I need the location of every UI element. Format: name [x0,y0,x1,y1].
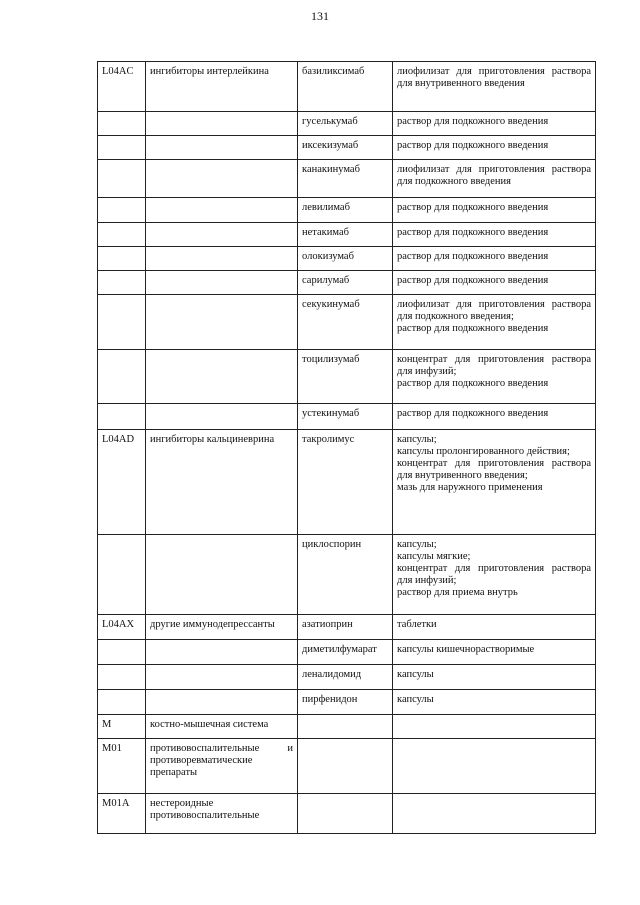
dosage-form-line: раствор для подкожного введения [397,323,549,334]
dosage-form-line: раствор для подкожного введения [397,378,549,389]
group-name-cell [146,535,298,615]
dosage-form-cell [393,404,596,430]
table-row [98,690,596,715]
table-row [98,794,596,834]
dosage-form-cell [393,640,596,665]
atc-code-cell [98,665,146,690]
table-row [98,430,596,535]
dosage-form-line: раствор для подкожного введения [397,275,549,286]
dosage-form-line: концентрат для приготовления раствора для внутривенного введения; [397,458,591,481]
dosage-form-cell [393,62,596,112]
drug-name-cell: нетакимаб [298,223,393,247]
dosage-form-line: капсулы пролонгированного действия; [397,446,570,457]
table-row [98,136,596,160]
dosage-form-line: лиофилизат для приготовления раствора для внутривенного введения [397,66,591,89]
table-row [98,615,596,640]
drug-name-cell: левилимаб [298,198,393,223]
group-name-cell [146,295,298,350]
drug-name-cell: базиликсимаб [298,62,393,112]
atc-code-cell [98,247,146,271]
drug-name-cell: пирфенидон [298,690,393,715]
dosage-form-line: капсулы; [397,539,437,550]
atc-code-cell [98,535,146,615]
drug-name-cell: олокизумаб [298,247,393,271]
group-name-cell [146,247,298,271]
dosage-form-cell [393,112,596,136]
dosage-form-line: капсулы [397,669,434,680]
dosage-form-line: раствор для приема внутрь [397,587,518,598]
table-row [98,247,596,271]
table-row [98,160,596,198]
drug-name-cell: циклоспорин [298,535,393,615]
dosage-form-line: раствор для подкожного введения [397,251,549,262]
atc-code-cell [98,690,146,715]
group-name-cell [146,198,298,223]
table-row [98,112,596,136]
dosage-form-line: концентрат для приготовления раствора для инфузий; [397,563,591,586]
dosage-form-cell [393,794,596,834]
table-row [98,640,596,665]
group-name-cell [146,271,298,295]
group-name-cell: костно-мышечная система [146,715,298,739]
table-row [98,350,596,404]
drug-name-cell: леналидомид [298,665,393,690]
dosage-form-cell [393,739,596,794]
group-name-cell: другие иммунодепрессанты [146,615,298,640]
atc-code-cell [98,350,146,404]
dosage-form-line: капсулы; [397,434,437,445]
dosage-form-cell [393,223,596,247]
table-row [98,715,596,739]
group-name-cell: противовоспалительные и противоревматические препараты [146,739,298,794]
atc-code-cell [98,295,146,350]
drug-name-cell: тоцилизумаб [298,350,393,404]
dosage-form-line: таблетки [397,619,437,630]
atc-code-cell: L04AX [98,615,146,640]
dosage-form-line: капсулы [397,694,434,705]
dosage-form-line: лиофилизат для приготовления раствора для подкожного введения [397,164,591,187]
dosage-form-line: раствор для подкожного введения [397,408,549,419]
group-name-cell [146,404,298,430]
table-body [98,62,596,834]
dosage-form-cell [393,160,596,198]
dosage-form-cell [393,715,596,739]
drug-name-cell: диметилфумарат [298,640,393,665]
dosage-form-line: мазь для наружного применения [397,482,543,493]
page-number: 131 [311,9,329,23]
drug-name-cell: секукинумаб [298,295,393,350]
table-row [98,295,596,350]
atc-code-cell [98,640,146,665]
table-row [98,271,596,295]
dosage-form-cell [393,198,596,223]
atc-code-cell [98,160,146,198]
atc-code-cell: L04AC [98,62,146,112]
group-name-cell [146,136,298,160]
dosage-form-line: раствор для подкожного введения [397,202,549,213]
dosage-form-cell [393,690,596,715]
group-name-cell [146,350,298,404]
atc-code-cell: M01A [98,794,146,834]
table-row [98,404,596,430]
drug-name-cell: иксекизумаб [298,136,393,160]
dosage-form-cell [393,295,596,350]
dosage-form-line: концентрат для приготовления раствора для инфузий; [397,354,591,377]
drug-name-cell: азатиоприн [298,615,393,640]
dosage-form-line: раствор для подкожного введения [397,227,549,238]
group-name-cell [146,665,298,690]
group-name-cell [146,223,298,247]
dosage-form-line: раствор для подкожного введения [397,140,549,151]
drug-name-cell [298,715,393,739]
dosage-form-line: раствор для подкожного введения [397,116,549,127]
table-row [98,665,596,690]
group-name-cell: ингибиторы интерлейкина [146,62,298,112]
drug-name-cell: устекинумаб [298,404,393,430]
dosage-form-cell [393,271,596,295]
dosage-form-cell [393,615,596,640]
group-name-cell: нестероидные противовоспалительные [146,794,298,834]
atc-code-cell: L04AD [98,430,146,535]
atc-code-cell [98,136,146,160]
atc-code-cell: M [98,715,146,739]
dosage-form-cell [393,665,596,690]
group-name-cell [146,690,298,715]
group-name-cell [146,112,298,136]
atc-code-cell [98,198,146,223]
dosage-form-cell [393,430,596,535]
table-row [98,535,596,615]
table-row [98,198,596,223]
dosage-form-line: капсулы мягкие; [397,551,471,562]
atc-code-cell: M01 [98,739,146,794]
drug-name-cell [298,739,393,794]
table-row [98,62,596,112]
atc-code-cell [98,404,146,430]
dosage-form-line: капсулы кишечнорастворимые [397,644,535,655]
group-name-cell: ингибиторы кальциневрина [146,430,298,535]
drug-name-cell: гуселькумаб [298,112,393,136]
atc-code-cell [98,223,146,247]
dosage-form-cell [393,535,596,615]
atc-code-cell [98,271,146,295]
dosage-form-cell [393,136,596,160]
group-name-cell [146,160,298,198]
dosage-form-line: лиофилизат для приготовления раствора для подкожного введения; [397,299,591,322]
drug-name-cell [298,794,393,834]
drug-name-cell: такролимус [298,430,393,535]
drug-classification-table [97,61,596,834]
table-row [98,223,596,247]
dosage-form-cell [393,247,596,271]
table-row [98,739,596,794]
dosage-form-cell [393,350,596,404]
drug-name-cell: сарилумаб [298,271,393,295]
drug-name-cell: канакинумаб [298,160,393,198]
atc-code-cell [98,112,146,136]
group-name-cell [146,640,298,665]
